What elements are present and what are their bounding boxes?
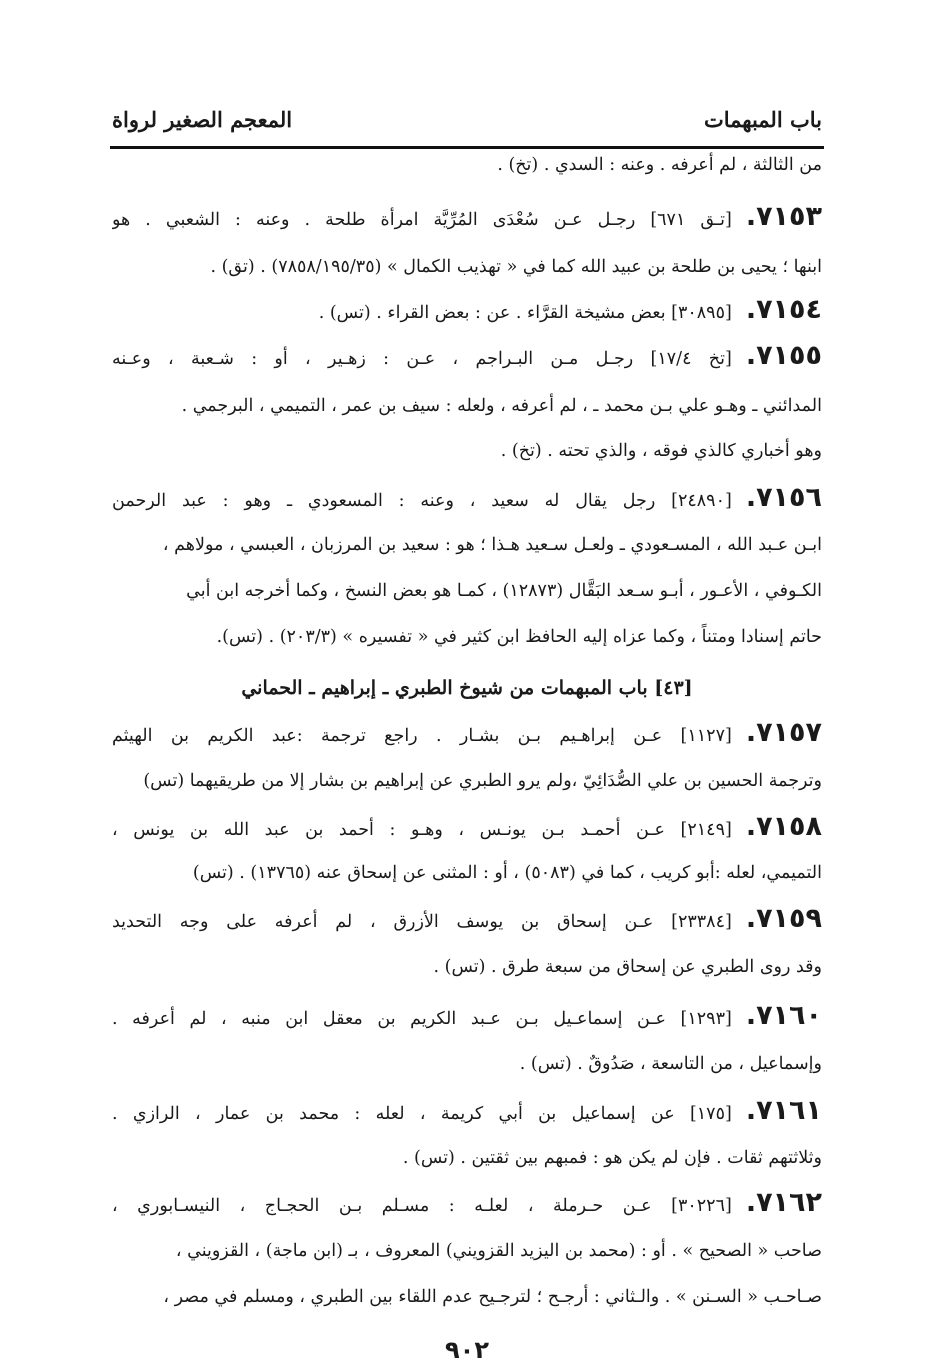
entry-number: ٧١٥٣.: [745, 202, 822, 232]
header-rule: [110, 146, 824, 149]
text-line: من الثالثة ، لم أعرفه . وعنه : السدي . (تخ) .: [497, 155, 822, 175]
entry-7162-line-3: صـاحـب « السـنن » . والـثاني : أرجـح ؛ لترجـيح عدم اللقاء بين الطبري ، ومسلم في مصر ،: [163, 1287, 822, 1307]
entry-7160-line-1: [112, 1001, 822, 1031]
entry-text: [تخ ١٧/٤] رجـل مـن البـراجم ، عـن : زهـير ، أو : شـعبة ، وعـنه: [112, 349, 732, 369]
entry-7158-line-1: [112, 812, 822, 842]
entry-number: ٧١٥٥.: [745, 341, 822, 371]
entry-7156-line-3: الكـوفي ، الأعـور ، أبـو سـعد البَقَّال (١٢٨٧٣) ، كمـا هو بعض النسخ ، وكما أخرجه ابن أبي: [186, 581, 822, 601]
entry-text: [١١٢٧] عـن إبراهـيم بـن بشـار . راجع ترجمة :عبد الكريم بن الهيثم: [112, 726, 732, 746]
entry-number: ٧١٦١.: [745, 1096, 822, 1126]
header-chapter-title: باب المبهمات: [703, 107, 822, 132]
entry-7153-line-1: [112, 202, 822, 232]
entry-7154-line-1: [112, 295, 822, 325]
entry-7161-line-2: وثلاثتهم ثقات . فإن لم يكن هو : فمبهم بين ثقتين . (تس) .: [402, 1148, 822, 1168]
entry-number: ٧١٦٢.: [745, 1188, 822, 1218]
entry-text: [٢٣٣٨٤] عـن إسحاق بن يوسف الأزرق ، لم أعرفه على وجه التحديد: [112, 912, 732, 932]
page-number: ٩٠٢: [445, 1336, 489, 1364]
entry-number: ٧١٦٠.: [745, 1001, 822, 1031]
entry-7159-line-2: وقد روى الطبري عن إسحاق من سبعة طرق . (تس) .: [433, 957, 822, 977]
entry-7156-line-4: حاتم إسنادا ومتناً ، وكما عزاه إليه الحافظ ابن كثير في « تفسيره » (٢٠٣/٣) . (تس).: [216, 627, 822, 647]
entry-text: [١٢٩٣] عـن إسماعـيل بـن عـبد الكريم بن معقل ابن منبه ، لم أعرفه .: [112, 1009, 732, 1029]
entry-7160-line-2: وإسماعيل ، من التاسعة ، صَدُوقٌ . (تس) .: [519, 1054, 822, 1074]
header-book-title: المعجم الصغير لرواة: [112, 107, 293, 132]
entry-7155-line-1: [112, 341, 822, 371]
entry-7156-line-2: ابـن عـبد الله ، المسـعودي ـ ولعـل سـعيد هـذا ؛ هو : سعيد بن المرزبان ، العبسي ، مولاهم ،: [162, 535, 822, 555]
entry-7159-line-1: [112, 904, 822, 934]
entry-text: [٢١٤٩] عـن أحمـد بـن يونـس ، وهـو : أحمد بن عبد الله بن يونس ،: [112, 820, 732, 840]
entry-number: ٧١٥٨.: [745, 812, 822, 842]
entry-7157-line-1: [112, 718, 822, 748]
entry-7157-line-2: وترجمة الحسين بن علي الصُّدَائِيّ ،ولم يرو الطبري عن إبراهيم بن بشار إلا من طريقيهما (تس): [143, 771, 822, 791]
entry-7158-line-2: التميمي، لعله :أبو كريب ، كما في (٥٠٨٣) ، أو : المثنى عن إسحاق عنه (١٣٧٦٥) . (تس): [192, 863, 822, 883]
entry-number: ٧١٥٦.: [745, 483, 822, 513]
entry-number: ٧١٥٤.: [745, 295, 822, 325]
entry-7162-line-1: [112, 1188, 822, 1218]
entry-text: [٣٠٨٩٥] بعض مشيخة القرَّاء . عن : بعض القراء . (تس) .: [318, 303, 732, 323]
entry-7155-line-2: المدائني ـ وهـو علي بـن محمد ـ ، لم أعرفه ، ولعله : سيف بن عمر ، التميمي ، البرجمي .: [181, 396, 822, 416]
entry-number: ٧١٥٩.: [745, 904, 822, 934]
entry-text: [تـق ٦٧١] رجـل عـن سُعْدَى المُرِّيَّة امرأة طلحة . وعنه : الشعبي . هو: [112, 210, 732, 230]
entry-text: [٢٤٨٩٠] رجل يقال له سعيد ، وعنه : المسعودي ـ وهو : عبد الرحمن: [112, 491, 732, 511]
entry-number: ٧١٥٧.: [745, 718, 822, 748]
entry-7161-line-1: [112, 1096, 822, 1126]
running-header: [112, 92, 822, 132]
entry-7156-line-1: [112, 483, 822, 513]
entry-text: [٣٠٢٢٦] عـن حـرملة ، لعلـه : مسـلم بـن الحجـاج ، النيسـابوري ،: [112, 1196, 732, 1216]
entry-text: [١٧٥] عن إسماعيل بن أبي كريمة ، لعله : محمد بن عمار ، الرازي .: [112, 1104, 732, 1124]
entry-7162-line-2: صاحب « الصحيح » . أو : (محمد بن اليزيد القزويني) المعروف ، بـ (ابن ماجة) ، القزويني ،: [175, 1241, 822, 1261]
entry-7155-line-3: وهو أخباري كالذي فوقه ، والذي تحته . (تخ) .: [500, 441, 822, 461]
entry-7153-line-2: ابنها ؛ يحيى بن طلحة بن عبيد الله كما في « تهذيب الكمال » (٧٨٥٨/١٩٥/٣٥) . (تق) .: [210, 257, 822, 277]
section-title: [٤٣] باب المبهمات من شيوخ الطبري ـ إبراهيم ـ الحماني: [241, 677, 693, 699]
